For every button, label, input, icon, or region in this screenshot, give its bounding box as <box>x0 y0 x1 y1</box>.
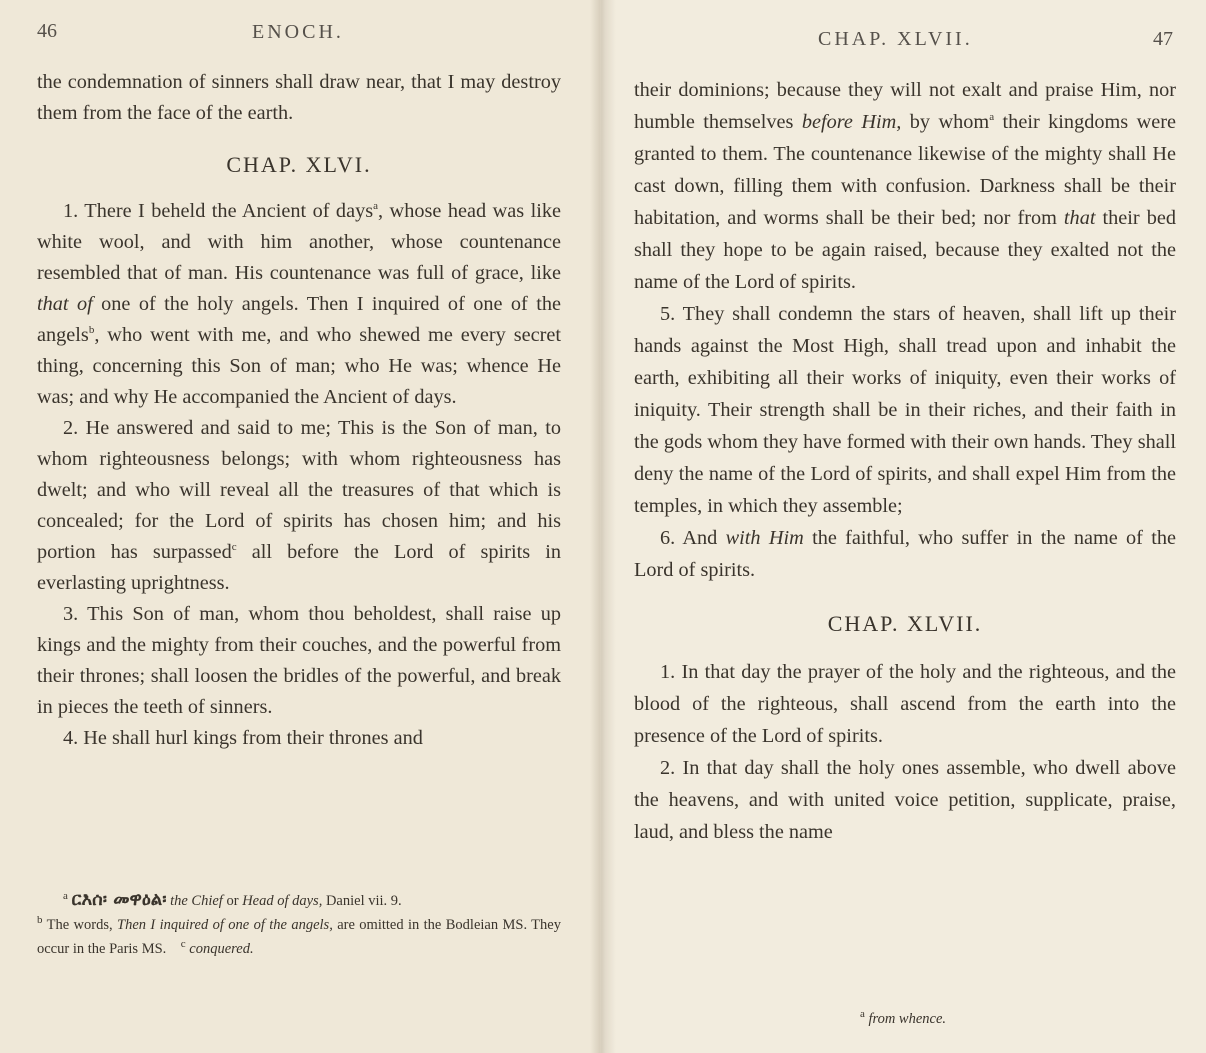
verse-6: 6. And with Him the faithful, who suffer in the name of the Lord of spirits. <box>634 527 1177 581</box>
left-page <box>0 0 600 1053</box>
footnote-ref-a: a <box>373 200 379 213</box>
book-gutter <box>590 0 616 1053</box>
verse-1: 1. There I beheld the Ancient of days$^a$, whose head was like white wool, and with him another, whose countenance resembled that of man. His countenance was full of grace, like that of one of the holy angels. Then I inquired of one of the angels$^b$, who went with me, and who shewed me every secret thing, concerning this Son of man; who He was; whence He was; and why He accompanied the Ancient of days. <box>37 200 561 408</box>
verse-4: 4. He shall hurl kings from their thrones and <box>63 727 423 749</box>
footnote-a: $^a$ ርእሰ፡ መዋዕል፡ the Chief or Head of days, Daniel vii. 9. <box>63 889 402 910</box>
running-head-right: CHAP. XLVII. <box>818 28 973 50</box>
verse-5: 5. They shall condemn the stars of heaven, shall lift up their hands against the Most High, shall tread upon and inhabit the earth, exhibiting all their works of iniquity, even their works of iniquity. Their strength shall be in their riches, and their faith in the gods whom they have formed with their own hands. They shall deny the name of the Lord of spirits, and shall expel Him from the temples, in which they assemble; <box>634 303 1176 517</box>
right-page <box>600 0 1206 1053</box>
continuation-text: the condemnation of sinners shall draw near, that I may destroy them from the face of the earth. <box>37 71 561 124</box>
verse-2: 2. He answered and said to me; This is the Son of man, to whom righteousness belongs; with whom righteousness has dwelt; and who will reveal all the treasures of that which is concealed; for the Lord of spirits has chosen him; and his portion has surpassed$^c$ all before the Lord of spirits in everlasting uprightness. <box>37 417 562 594</box>
chapter-heading-xlvii: CHAP. XLVII. <box>827 611 983 636</box>
footnote-ref-b: b <box>88 324 95 337</box>
left-text-column <box>37 67 561 754</box>
verse-4-continued: their dominions; because they will not exalt and praise Him, nor humble themselves before Him, by whom$^a$ their kingdoms were granted to them. The countenance likewise of the mighty shall He cast down, filling them with confusion. Darkness shall be their habitation, and worms shall be their bed; nor from that their bed shall they hope to be again raised, because they exalted not the name of the Lord of spirits. <box>634 79 1177 293</box>
chapter-xlvii-verse-1: 1. In that day the prayer of the holy and the righteous, and the blood of the righteous, shall ascend from the earth into the presence of the Lord of spirits. <box>634 661 1176 747</box>
footnote-c-mark: c <box>180 938 186 951</box>
footnote-right: $^a$ from whence. <box>859 1008 947 1027</box>
verse-3: 3. This Son of man, whom thou beholdest, shall raise up kings and the mighty from their couches, and the powerful from their thrones; shall loosen the bridles of the powerful, and break in pieces the teeth of sinners. <box>37 603 561 718</box>
page-number-right: 47 <box>1153 28 1173 50</box>
footnote-b: $^b$ The words, Then I inquired of one of the angels, are omitted in the Bodleian MS. They occur in the Paris MS. $^c$ conquered. <box>37 914 561 957</box>
footnotes-left <box>37 888 561 961</box>
page-number-left: 46 <box>37 20 57 42</box>
footnote-c: conquered. <box>189 941 254 957</box>
right-text-column <box>634 74 1176 848</box>
running-head-left: ENOCH. <box>252 21 344 43</box>
chapter-heading: CHAP. XLVI. <box>226 152 372 177</box>
footnote-ref-a-right: a <box>989 111 995 124</box>
chapter-xlvii-verse-2: 2. In that day shall the holy ones assemble, who dwell above the heavens, and with united voice petition, supplicate, praise, laud, and bless the name <box>634 757 1176 843</box>
footnote-ref-c: c <box>231 541 237 554</box>
